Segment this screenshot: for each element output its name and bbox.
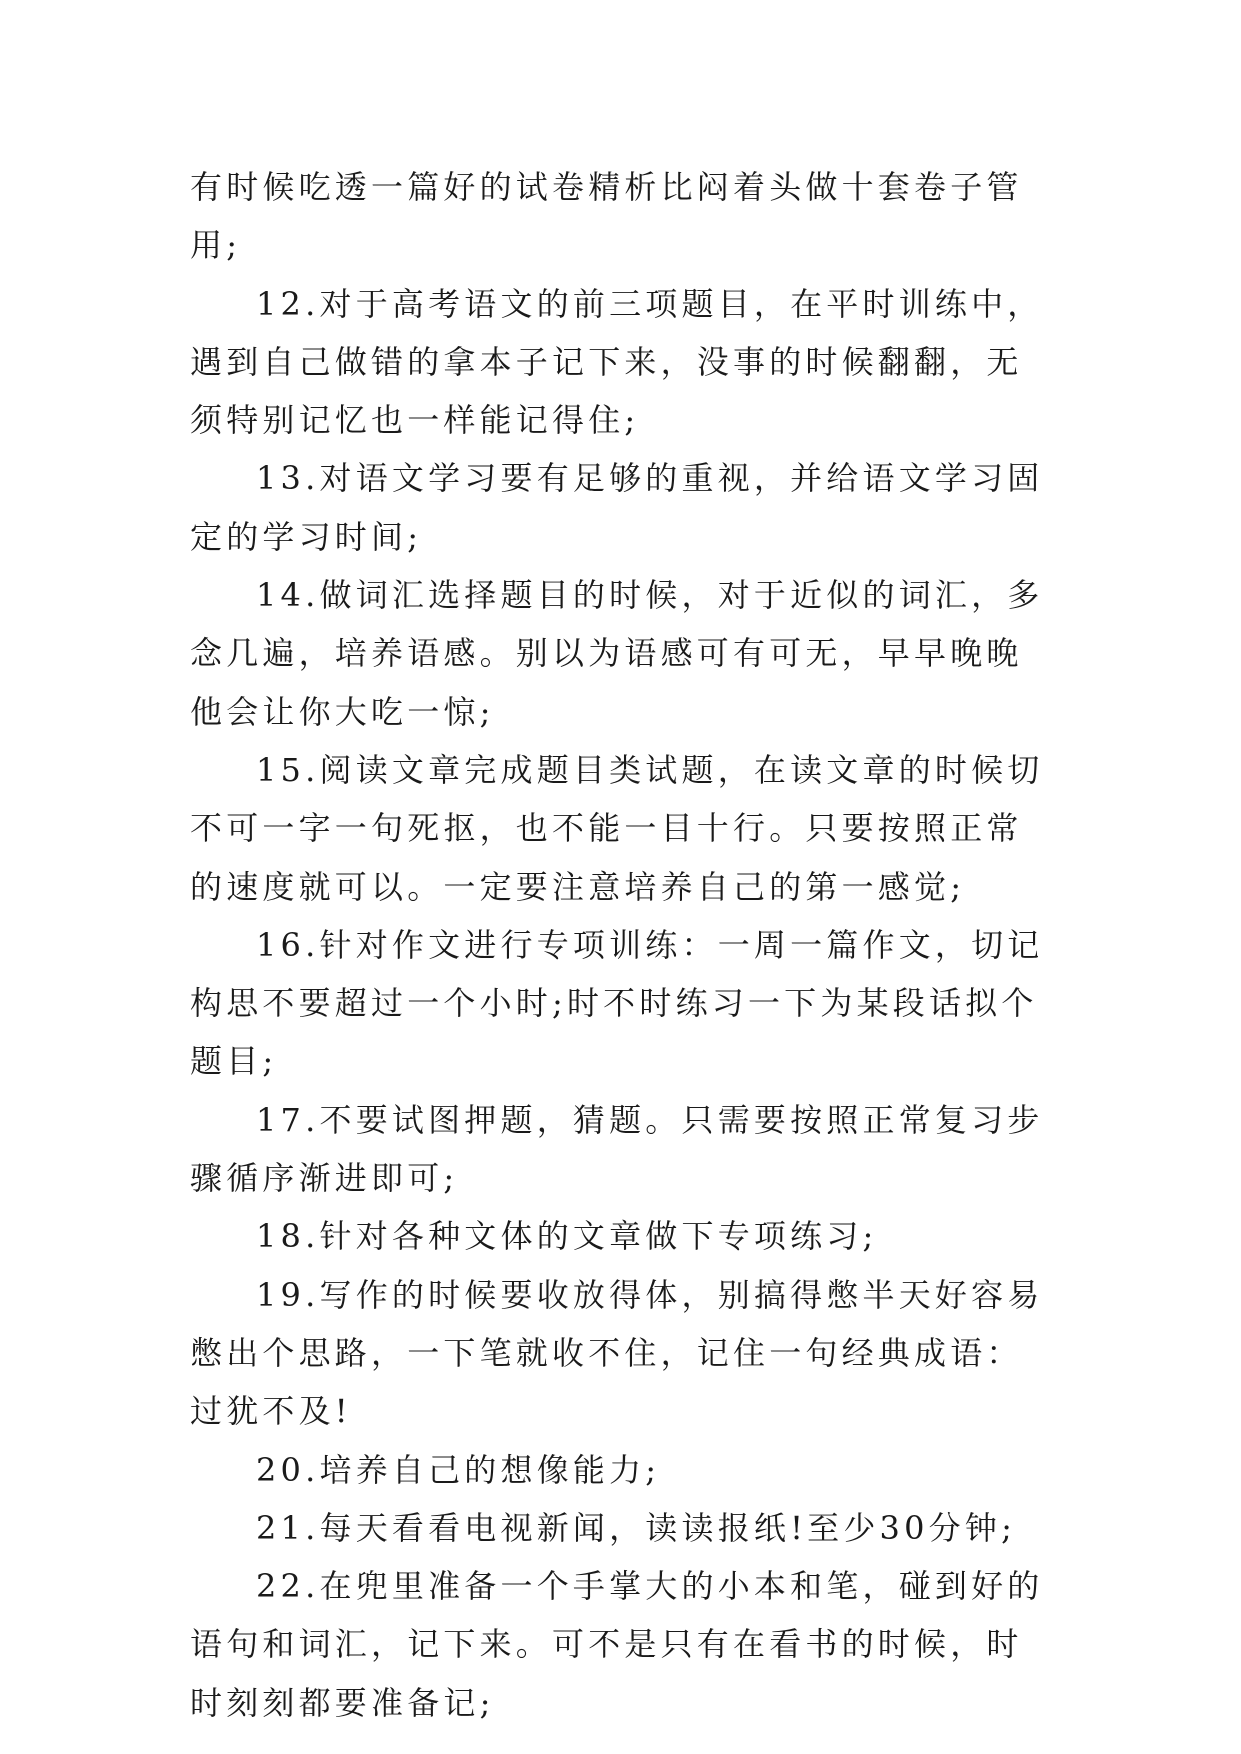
paragraph-item-16: 16.针对作文进行专项训练：一周一篇作文，切记构思不要超过一个小时;时不时练习一下为某段话拟个题目; [190,925,1044,1081]
paragraph-item-13: 13.对语文学习要有足够的重视，并给语文学习固定的学习时间; [190,459,1044,556]
paragraph-item-19: 19.写作的时候要收放得体，别搞得憋半天好容易憋出个思路，一下笔就收不住，记住一句经典成语：过犹不及! [190,1275,1044,1431]
paragraph-item-22: 22.在兜里准备一个手掌大的小本和笔，碰到好的语句和词汇，记下来。可不是只有在看书的时候，时时刻刻都要准备记; [190,1567,1044,1722]
paragraph-item-18: 18.针对各种文体的文章做下专项练习; [256,1217,878,1256]
paragraph-item-21: 21.每天看看电视新闻，读读报纸!至少30分钟; [256,1508,1017,1547]
paragraph-item-17: 17.不要试图押题，猜题。只需要按照正常复习步骤循序渐进即可; [190,1100,1044,1198]
paragraph-item-14: 14.做词汇选择题目的时候，对于近似的词汇，多念几遍，培养语感。别以为语感可有可无，早早晚晚他会让你大吃一惊; [190,576,1044,731]
document-body [190,158,1052,1732]
paragraph-item-15: 15.阅读文章完成题目类试题，在读文章的时候切不可一字一句死抠，也不能一目十行。只要按照正常的速度就可以。一定要注意培养自己的第一感觉; [190,750,1044,906]
paragraph-continuation: 有时候吃透一篇好的试卷精析比闷着头做十套卷子管用; [190,168,1023,265]
paragraph-item-20: 20.培养自己的想像能力; [256,1450,661,1489]
paragraph-item-12: 12.对于高考语文的前三项题目，在平时训练中，遇到自己做错的拿本子记下来，没事的时候翻翻，无须特别记忆也一样能记得住; [190,284,1044,440]
